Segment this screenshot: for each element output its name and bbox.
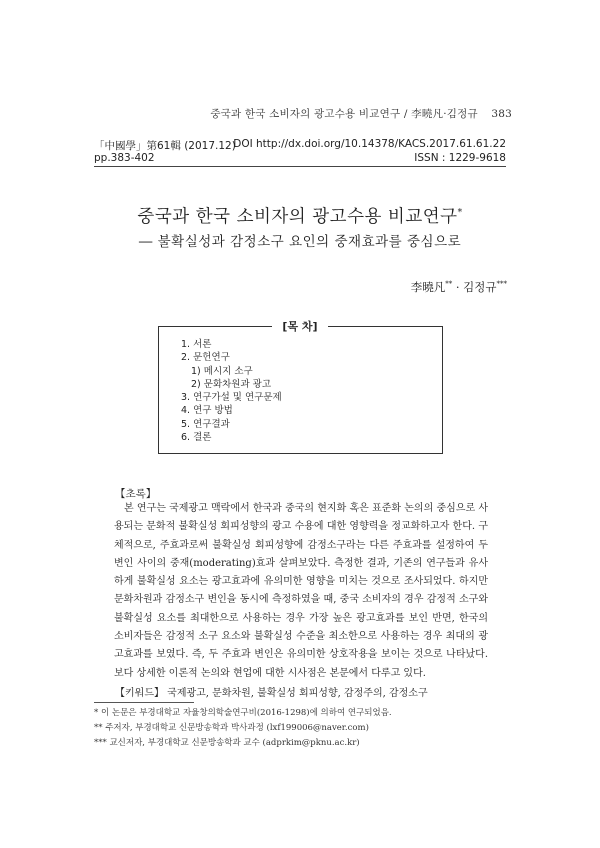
toc-item: 3. 연구가설 및 연구문제 [181, 392, 282, 404]
abstract-body: 본 연구는 국제광고 맥락에서 한국과 중국의 현지화 혹은 표준화 논의의 중심으로 사용되는 문화적 불확실성 회피성향의 광고 수용에 대한 영향력을 정교화하고자 한다. 구체적으로, 주효과로써 불확실성 회피성향에 감정소구라는 다른 주효과를 설정하여 두 변인 사이의 중재(moderating)효과 살펴보았다. 측정한 결과, 기존의 연구들과 유사하게 불확실성 요소는 광고효과에 유의미한 영향을 미치는 것으로 조사되었다. 하지만 문화차원과 감정소구 변인을 동시에 측정하였을 때, 중국 소비자의 경우 감정적 소구와 불확실성 요소를 최대한으로 사용하는 경우 가장 높은 광고효과를 보인 반면, 한국의 소비자들은 감정적 소구 요소와 불확실성 수준을 최소한으로 사용하는 경우 최대의 광고효과를 보였다. 즉, 두 주효과 변인은 유의미한 상호작용을 보이는 것으로 나타났다. 보다 상세한 이론적 논의와 현업에 대한 시사점은 본문에서 다루고 있다. [114, 503, 488, 679]
toc-subitem: 2) 문화차원과 광고 [191, 378, 272, 390]
meta-divider [94, 166, 506, 167]
author-2-mark: *** [496, 280, 507, 289]
toc-item: 1. 서론 [181, 339, 212, 350]
keywords-label: 【키워드】 [115, 688, 164, 699]
footnote-divider [94, 702, 194, 703]
doi: DOI http://dx.doi.org/10.14378/KACS.2017.61.61.22 [233, 138, 506, 150]
page-range: pp.383-402 [94, 152, 155, 164]
footnote: ** 주저자, 부경대학교 신문방송학과 박사과정 (lxf199006@naver.com) [94, 723, 369, 733]
keywords [115, 684, 428, 699]
paper-title [0, 203, 600, 228]
journal-issue: 「中國學」第61輯 (2017.12) [94, 140, 236, 152]
toc-item: 5. 연구결과 [181, 418, 230, 430]
title-main: 중국과 한국 소비자의 광고수용 비교연구 [137, 207, 458, 227]
toc-subitem: 1) 메시지 소구 [191, 365, 253, 377]
journal-meta-row-2 [94, 152, 506, 164]
abstract-label: 【초록】 [115, 488, 157, 500]
page-number: 383 [491, 108, 512, 120]
toc-list [181, 338, 282, 444]
author-separator: · [452, 280, 464, 294]
toc-item: 4. 연구 방법 [181, 405, 233, 417]
author-1: 李曉凡 [410, 280, 446, 294]
toc-heading: [목 차] [0, 318, 600, 334]
footnote: *** 교신저자, 부경대학교 신문방송학과 교수 (adprkim@pknu.ac.kr) [94, 738, 360, 748]
issn: ISSN : 1229-9618 [414, 152, 506, 164]
journal-meta-row-1 [94, 138, 506, 153]
paper-subtitle: ― 불확실성과 감정소구 요인의 중재효과를 중심으로 [138, 234, 462, 250]
author-1-mark: ** [445, 280, 453, 289]
author-2: 김정규 [463, 280, 497, 294]
toc-item: 6. 결론 [181, 432, 212, 444]
keywords-text: 국제광고, 문화차원, 불확실성 회피성향, 감정주의, 감정소구 [167, 688, 428, 699]
toc-item: 2. 문헌연구 [181, 352, 230, 364]
title-footnote-mark: * [457, 208, 463, 219]
running-header [210, 106, 512, 121]
authors [411, 279, 507, 295]
footnote: * 이 논문은 부경대학교 자율창의학술연구비(2016-1298)에 의하여 연구되었음. [94, 708, 392, 718]
running-header-text: 중국과 한국 소비자의 광고수용 비교연구 / 李曉凡·김정규 [210, 108, 478, 120]
